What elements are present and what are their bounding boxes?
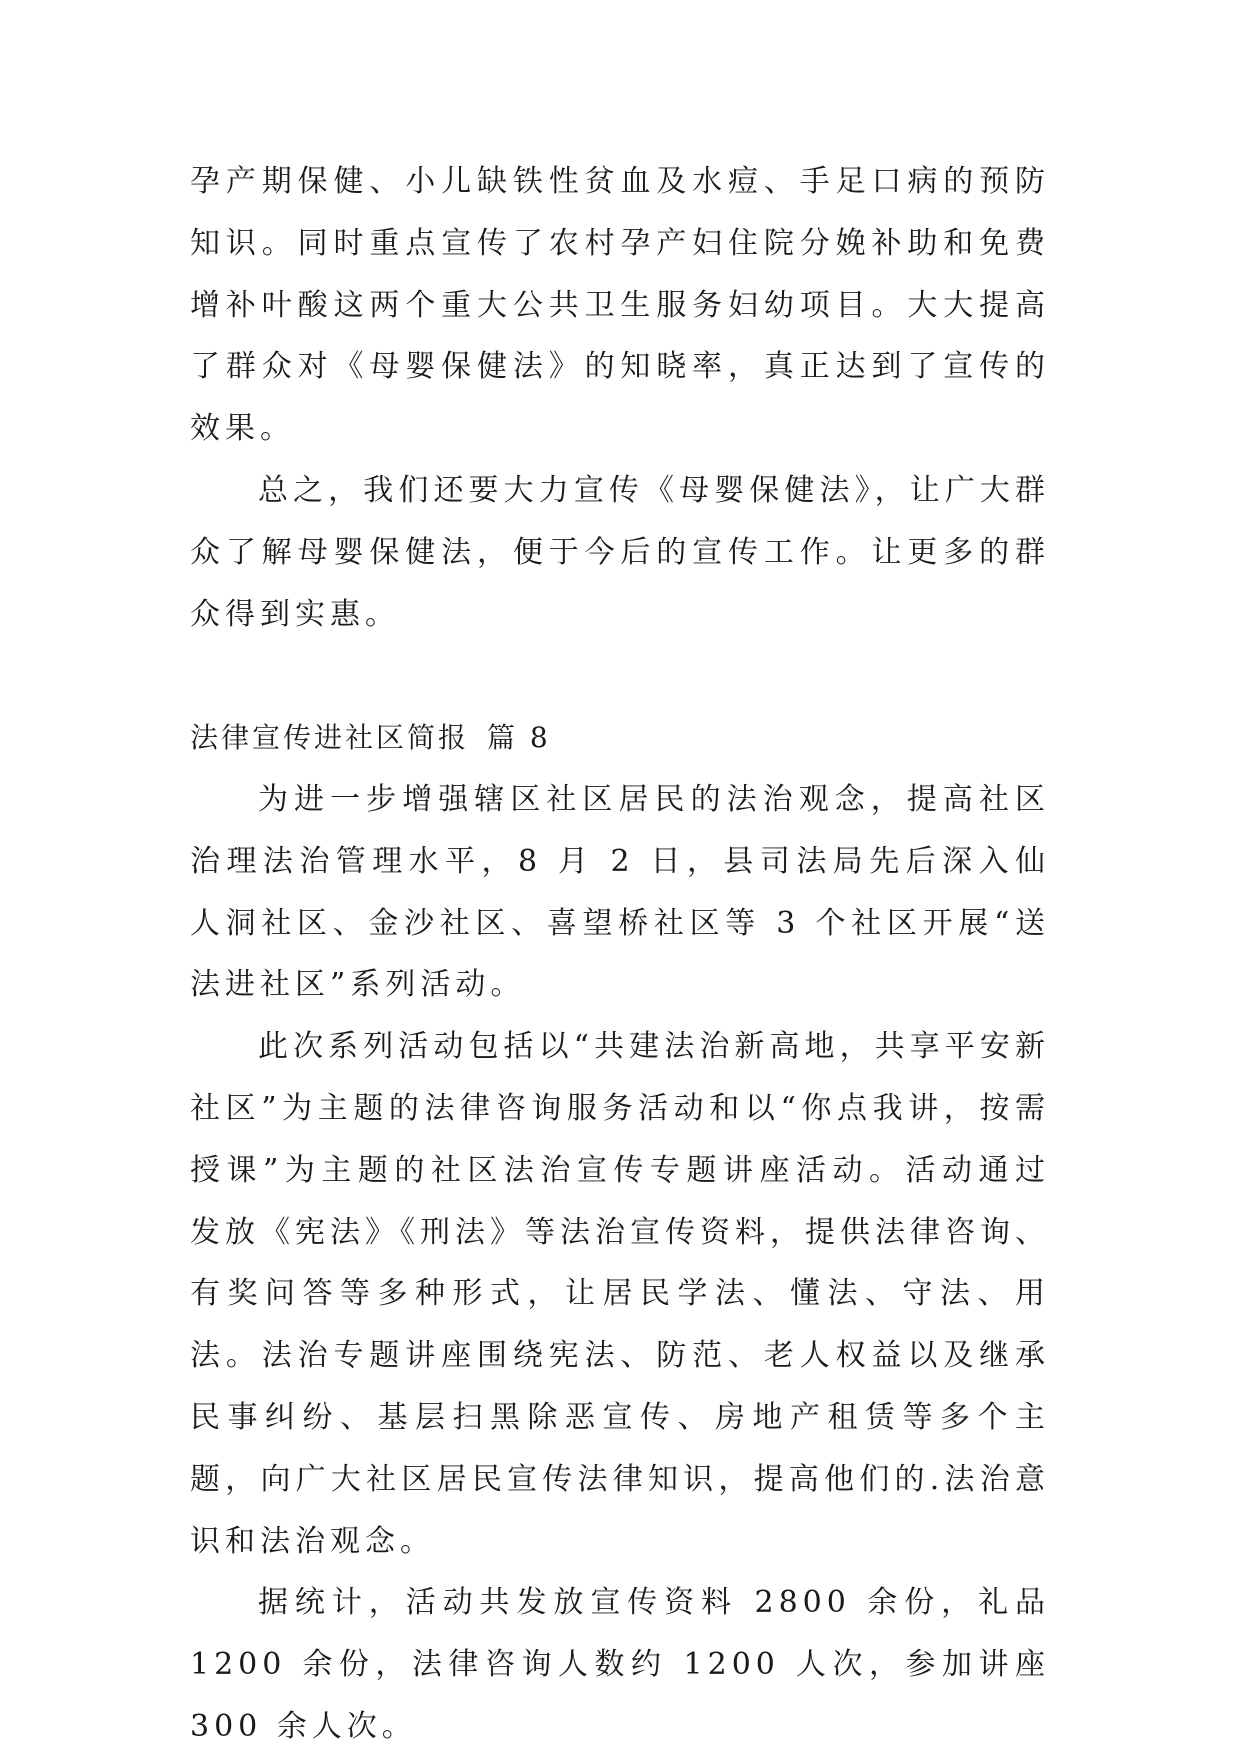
paragraph-maternal-health-conclusion: 总之，我们还要大力宣传《母婴保健法》，让广大群众了解母婴保健法，便于今后的宣传工作。让更多的群众得到实惠。 bbox=[190, 472, 1050, 632]
paragraph-event-intro: 为进一步增强辖区社区居民的法治观念，提高社区治理法治管理水平，8 月 2 日，县司法局先后深入仙人洞社区、金沙社区、喜望桥社区等 3 个社区开展“送法进社区”系列活动。 bbox=[190, 781, 1050, 1003]
section-title: 法律宣传进社区简报 bbox=[190, 721, 470, 755]
paragraph-maternal-health-knowledge: 孕产期保健、小儿缺铁性贫血及水痘、手足口病的预防知识。同时重点宣传了农村孕产妇住院分娩补助和免费增补叶酸这两个重大公共卫生服务妇幼项目。大大提高了群众对《母婴保健法》的知晓率，真正达到了宣传的效果。 bbox=[190, 164, 1050, 447]
paragraph-event-statistics: 据统计，活动共发放宣传资料 2800 余份，礼品 1200 余份，法律咨询人数约 1200 人次，参加讲座 300 余人次。 bbox=[190, 1585, 1050, 1744]
section-heading bbox=[190, 707, 1050, 769]
section-number: 篇 8 bbox=[487, 721, 551, 755]
paragraph-event-details: 此次系列活动包括以“共建法治新高地，共享平安新社区”为主题的法律咨询服务活动和以“你点我讲，按需授课”为主题的社区法治宣传专题讲座活动。活动通过发放《宪法》《刑法》等法治宣传资料，提供法律咨询、有奖问答等多种形式，让居民学法、懂法、守法、用法。法治专题讲座围绕宪法、防范、老人权益以及继承民事纠纷、基层扫黑除恶宣传、房地产租赁等多个主题，向广大社区居民宣传法律知识，提高他们的.法治意识和法治观念。 bbox=[190, 1029, 1050, 1559]
document-body bbox=[190, 151, 1050, 1758]
